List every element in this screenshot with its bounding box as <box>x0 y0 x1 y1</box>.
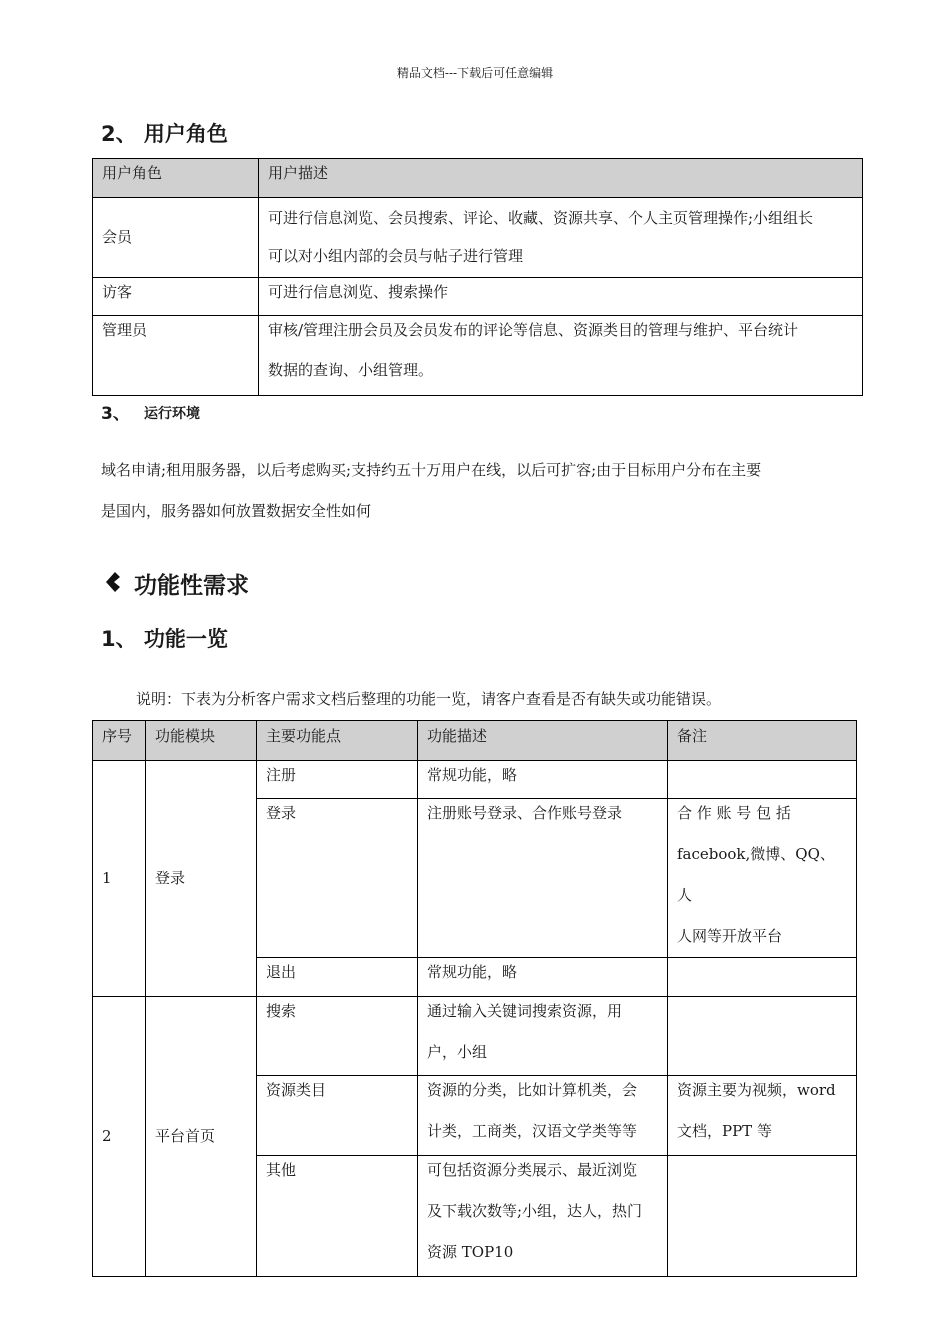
table-row <box>93 198 863 278</box>
desc-line: 及下载次数等;小组，达人，热门 <box>427 1202 643 1220</box>
table-header-cell: 备注 <box>668 721 857 761</box>
section-heading-runtime: 运行环境 <box>144 406 200 422</box>
user-roles-table <box>92 158 863 396</box>
note-line: 资源主要为视频，word <box>677 1081 836 1099</box>
point-cell: 搜索 <box>257 997 418 1076</box>
desc-line: 资源的分类，比如计算机类，会 <box>427 1081 638 1099</box>
desc-line: 户，小组 <box>427 1043 488 1061</box>
module-cell: 登录 <box>146 761 257 997</box>
function-table <box>92 720 857 1277</box>
role-cell: 管理员 <box>93 316 259 396</box>
table-header-cell: 功能模块 <box>146 721 257 761</box>
diamond-chevron-bullet-icon <box>103 570 125 594</box>
desc-line: 可进行信息浏览、会员搜索、评论、收藏、资源共享、个人主页管理操作;小组组长 <box>268 209 814 227</box>
desc-cell: 注册账号登录、合作账号登录 <box>418 799 668 958</box>
module-cell: 平台首页 <box>146 997 257 1277</box>
paragraph-line: 域名申请;租用服务器，以后考虑购买;支持约五十万用户在线，以后可扩容;由于目标用户分布在主要 <box>101 461 762 479</box>
note-cell <box>668 799 857 958</box>
section-heading-functional: 功能性需求 <box>134 573 249 599</box>
desc-line: 可以对小组内部的会员与帖子进行管理 <box>268 247 524 265</box>
table-header-cell: 功能描述 <box>418 721 668 761</box>
desc-cell: 常规功能，略 <box>418 958 668 997</box>
role-cell: 访客 <box>93 278 259 316</box>
index-cell: 2 <box>93 997 146 1277</box>
section-heading-number: 3、 <box>101 404 130 424</box>
table-row <box>93 997 857 1076</box>
note-line: 文档，PPT 等 <box>677 1122 772 1140</box>
note-line: facebook,微博、QQ、人 <box>677 845 835 904</box>
function-list-intro: 说明：下表为分析客户需求文档后整理的功能一览，请客户查看是否有缺失或功能错误。 <box>136 690 722 708</box>
desc-line: 审核/管理注册会员及会员发布的评论等信息、资源类目的管理与维护、平台统计 <box>268 321 799 339</box>
point-cell: 注册 <box>257 761 418 799</box>
role-desc-cell <box>259 316 863 396</box>
desc-line: 计类，工商类，汉语文学类等等 <box>427 1122 638 1140</box>
note-cell <box>668 958 857 997</box>
table-header-row <box>93 159 863 198</box>
point-cell: 其他 <box>257 1156 418 1277</box>
note-line: 合 作 账 号 包 括 <box>677 804 791 822</box>
table-header-cell: 序号 <box>93 721 146 761</box>
desc-line: 可进行信息浏览、搜索操作 <box>268 283 449 301</box>
desc-cell <box>418 1076 668 1156</box>
desc-line: 可包括资源分类展示、最近浏览 <box>427 1161 638 1179</box>
note-cell <box>668 1156 857 1277</box>
point-cell: 登录 <box>257 799 418 958</box>
table-header-row <box>93 721 857 761</box>
desc-line: 数据的查询、小组管理。 <box>268 361 434 379</box>
section-heading-user-roles: 2、 用户角色 <box>101 122 228 146</box>
runtime-paragraph <box>101 450 861 532</box>
note-line: 人网等开放平台 <box>677 927 783 945</box>
desc-cell: 常规功能，略 <box>418 761 668 799</box>
page-header: 精品文档---下载后可任意编辑 <box>396 66 554 80</box>
desc-line: 资源 TOP10 <box>427 1243 514 1261</box>
paragraph-line: 是国内，服务器如何放置数据安全性如何 <box>101 502 372 520</box>
table-header-cell: 用户角色 <box>93 159 259 198</box>
table-row <box>93 316 863 396</box>
desc-cell <box>418 997 668 1076</box>
table-header-cell: 用户描述 <box>259 159 863 198</box>
desc-line: 通过输入关键词搜索资源，用 <box>427 1002 623 1020</box>
note-cell <box>668 1076 857 1156</box>
desc-cell <box>418 1156 668 1277</box>
note-cell <box>668 997 857 1076</box>
role-desc-cell <box>259 198 863 278</box>
point-cell: 退出 <box>257 958 418 997</box>
point-cell: 资源类目 <box>257 1076 418 1156</box>
section-heading-function-list: 1、 功能一览 <box>101 627 228 651</box>
table-header-cell: 主要功能点 <box>257 721 418 761</box>
role-cell: 会员 <box>93 198 259 278</box>
index-cell: 1 <box>93 761 146 997</box>
